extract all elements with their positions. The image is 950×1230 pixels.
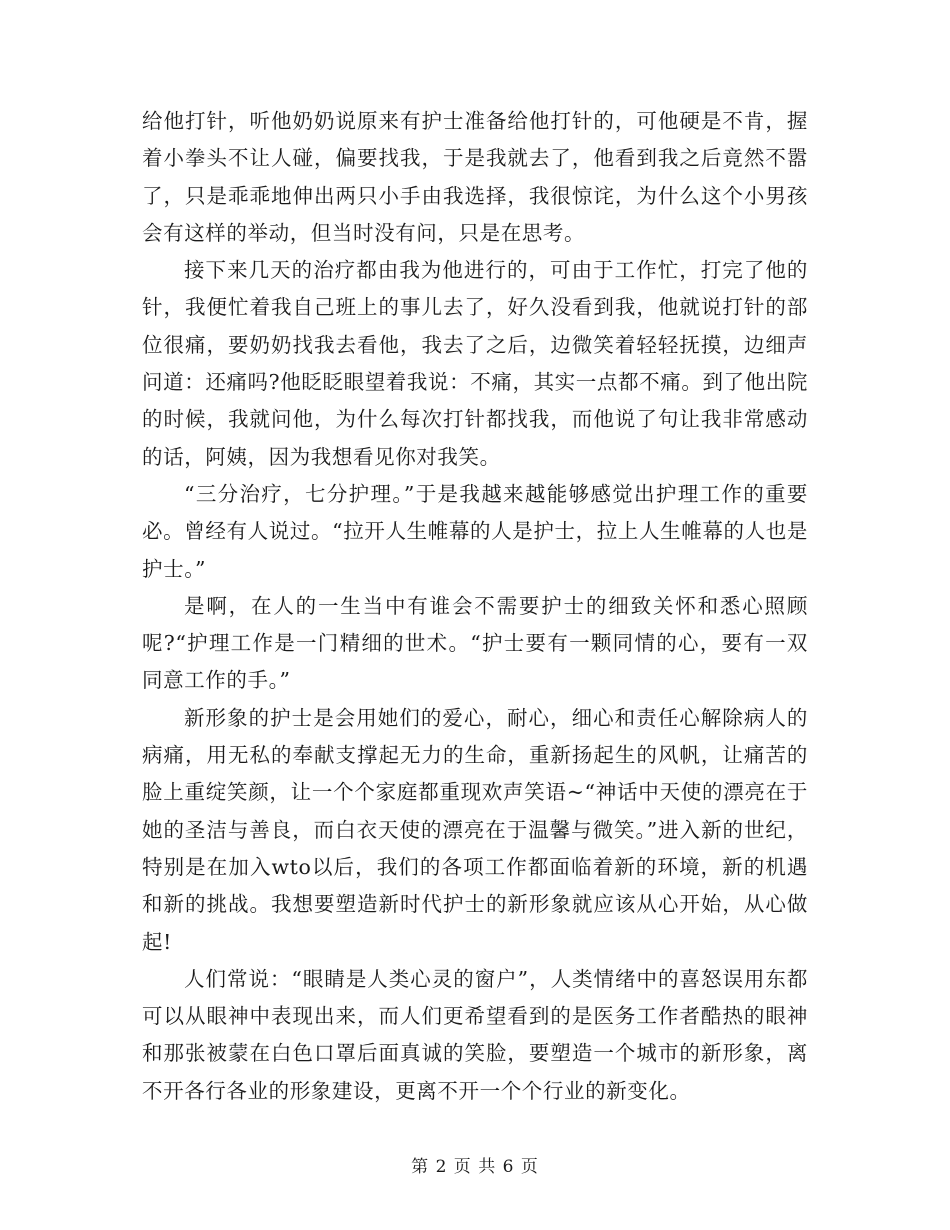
- page-number-footer: 第 2 页 共 6 页: [411, 1157, 539, 1177]
- paragraph-6: 人们常说：“眼睛是人类心灵的窗户”，人类情绪中的喜怒误用东都可以从眼神中表现出来，而人们更希望看到的是医务工作者酷热的眼神和那张被蒙在白色口罩后面真诚的笑脸，要塑造一个城市的新形象，离不开各行各业的形象建设，更离不开一个个行业的新变化。: [142, 966, 808, 1103]
- paragraph-1: 给他打针，听他奶奶说原来有护士准备给他打针的，可他硬是不肯，握着小拳头不让人碰，偏要找我，于是我就去了，他看到我之后竟然不嚣了，只是乖乖地伸出两只小手由我选择，我很惊诧，为什么这个小男孩会有这样的举动，但当时没有问，只是在思考。: [142, 109, 808, 245]
- document-body: [142, 103, 808, 1110]
- paragraph-5: 新形象的护士是会用她们的爱心，耐心，细心和责任心解除病人的病痛，用无私的奉献支撑起无力的生命，重新扬起生的风帆，让痛苦的脸上重绽笑颜，让一个个家庭都重现欢声笑语~“神话中天使的漂亮在于她的圣洁与善良，而白衣天使的漂亮在于温馨与微笑。”进入新的世纪，特别是在加入wto以后，我们的各项工作都面临着新的环境，新的机遇和新的挑战。我想要塑造新时代护士的新形象就应该从心开始，从心做起!: [142, 705, 808, 954]
- paragraph-3: “三分治疗，七分护理。”于是我越来越能够感觉出护理工作的重要必。曾经有人说过。“拉开人生帷幕的人是护士，拉上人生帷幕的人也是护士。”: [142, 481, 808, 581]
- paragraph-2: 接下来几天的治疗都由我为他进行的，可由于工作忙，打完了他的针，我便忙着我自己班上的事儿去了，好久没看到我，他就说打针的部位很痛，要奶奶找我去看他，我去了之后，边微笑着轻轻抚摸，边细声问道：还痛吗?他眨眨眼望着我说：不痛，其实一点都不痛。到了他出院的时候，我就问他，为什么每次打针都找我，而他说了句让我非常感动的话，阿姨，因为我想看见你对我笑。: [142, 258, 808, 469]
- paragraph-4: 是啊，在人的一生当中有谁会不需要护士的细致关怀和悉心照顾呢?“护理工作是一门精细的世术。“护士要有一颗同情的心，要有一双同意工作的手。”: [142, 593, 808, 693]
